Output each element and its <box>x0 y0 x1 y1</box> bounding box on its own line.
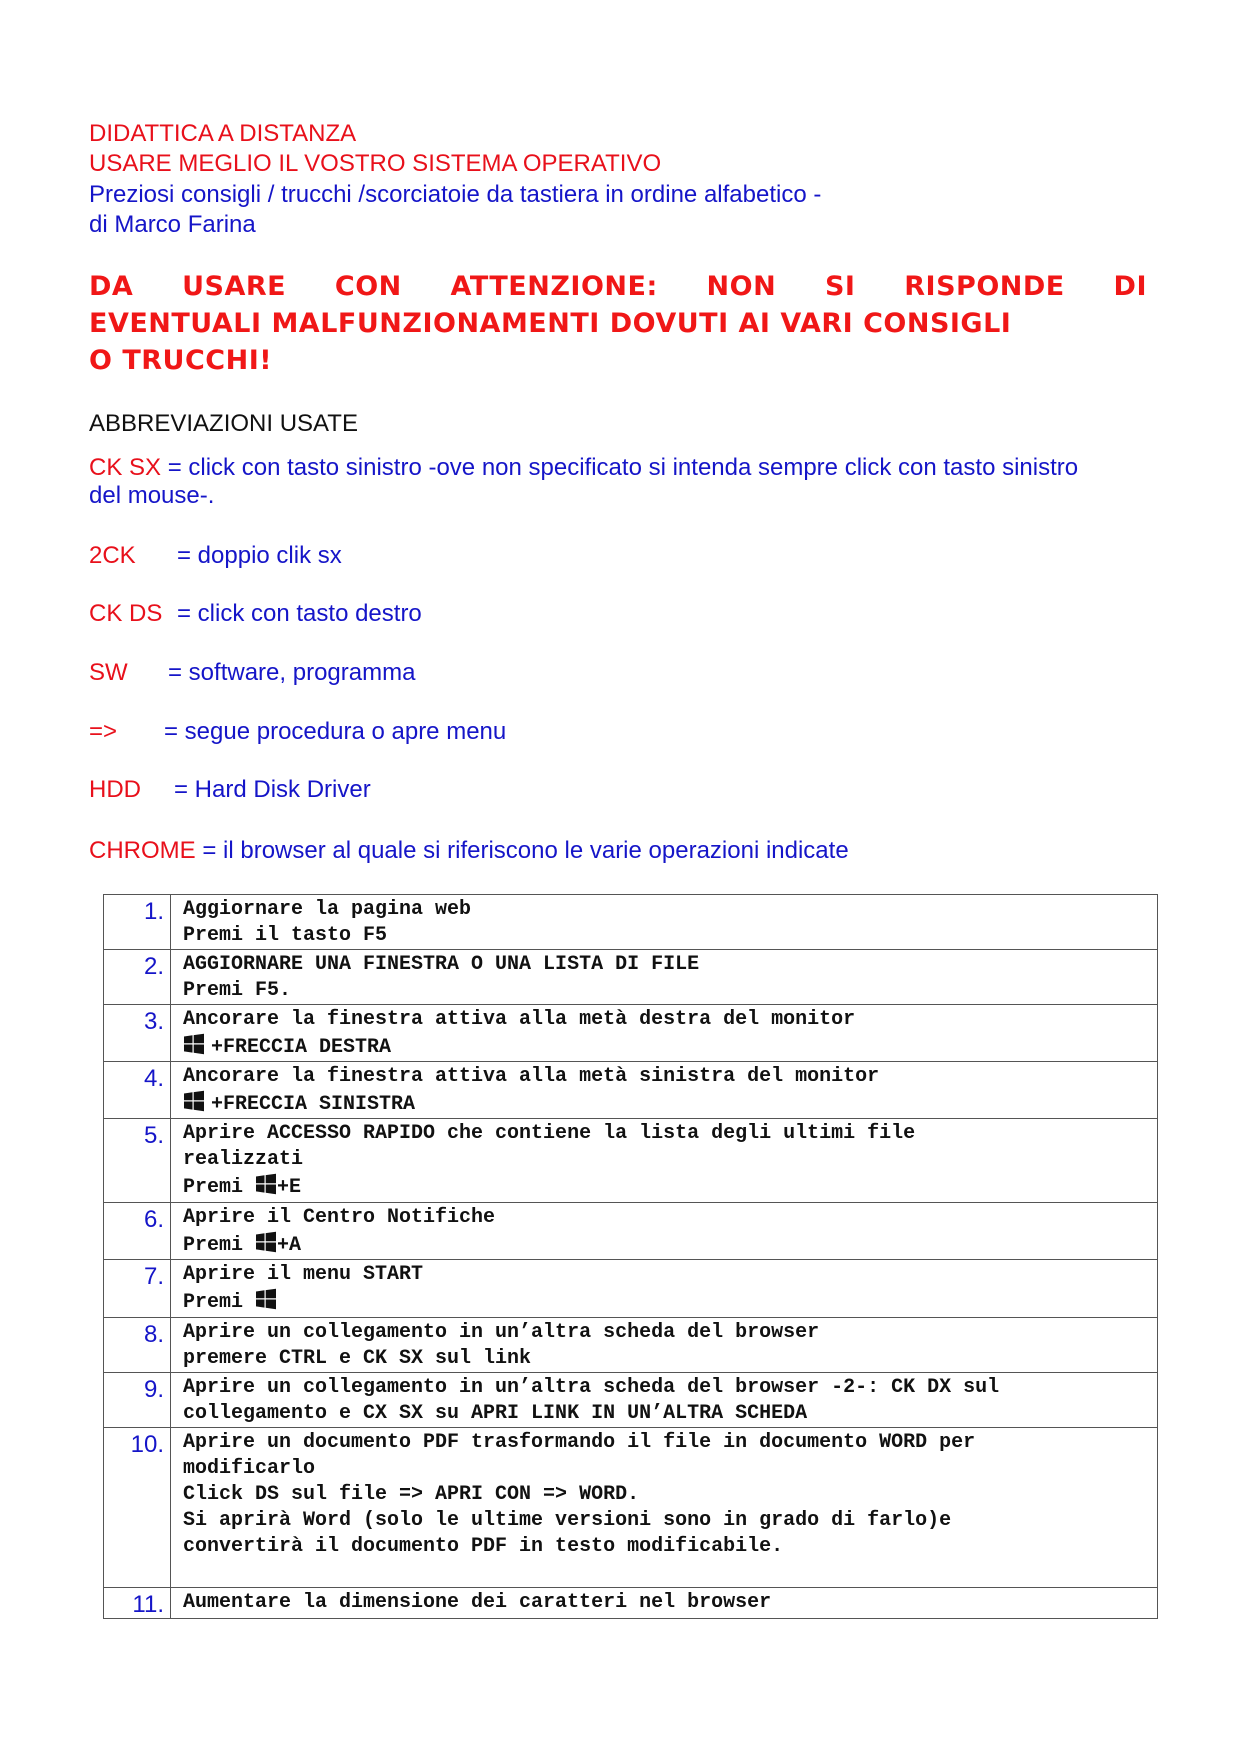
header-description: Preziosi consigli / trucchi /scorciatoie da tastiera in ordine alfabetico - <box>89 181 822 208</box>
table-row <box>104 1588 1158 1619</box>
row-number: 9. <box>104 1373 171 1428</box>
row-text: modificarlo <box>183 1457 316 1480</box>
row-number: 7. <box>104 1260 171 1318</box>
abbreviation-item <box>89 659 416 687</box>
row-content <box>171 1260 1158 1318</box>
row-content <box>171 950 1158 1005</box>
abbreviation-value: = il browser al quale si riferiscono le varie operazioni indicate <box>195 837 849 864</box>
warning-word: NON <box>706 271 777 302</box>
abbreviation-item <box>89 600 422 628</box>
abbreviation-item <box>89 542 342 570</box>
abbreviation-item <box>89 454 1078 482</box>
table-row <box>104 1260 1158 1318</box>
header-subtitle: USARE MEGLIO IL VOSTRO SISTEMA OPERATIVO <box>89 150 662 177</box>
header-author: di Marco Farina <box>89 211 256 238</box>
row-text: Premi <box>183 1176 256 1199</box>
warning-word: SI <box>824 271 856 302</box>
abbreviation-value: = click con tasto sinistro -ove non specificato si intenda sempre click con tasto sinistro <box>161 454 1079 481</box>
abbreviation-value: = segue procedura o apre menu <box>164 718 507 745</box>
warning-line-2: EVENTUALI MALFUNZIONAMENTI DOVUTI AI VARI CONSIGLI <box>89 308 1012 339</box>
row-text: premere CTRL e CK SX sul link <box>183 1347 532 1370</box>
abbreviation-item <box>89 776 371 804</box>
windows-key-icon <box>255 1173 277 1195</box>
row-text: +A <box>277 1234 302 1257</box>
row-text-with-icon <box>183 1033 1147 1061</box>
abbreviation-key: => <box>89 718 118 745</box>
row-number: 3. <box>104 1005 171 1062</box>
row-number: 2. <box>104 950 171 1005</box>
abbreviation-value: del mouse-. <box>89 482 215 509</box>
abbreviation-item <box>89 718 507 746</box>
table-row <box>104 1062 1158 1119</box>
row-text: convertirà il documento PDF in testo modificabile. <box>183 1535 784 1558</box>
row-text: Premi <box>183 1291 256 1314</box>
warning-word: CON <box>334 271 402 302</box>
warning-word: USARE <box>182 271 287 302</box>
row-text: Aprire un collegamento in un’altra scheda del browser <box>183 1321 820 1344</box>
row-text: Si aprirà Word (solo le ultime versioni sono in grado di farlo)e <box>183 1509 952 1532</box>
row-text: +FRECCIA DESTRA <box>211 1036 392 1059</box>
row-content <box>171 1005 1158 1062</box>
table-row <box>104 1428 1158 1588</box>
warning-word: ATTENZIONE: <box>450 271 658 302</box>
row-content <box>171 1318 1158 1373</box>
table-row <box>104 1318 1158 1373</box>
row-text: realizzati <box>183 1148 304 1171</box>
row-text: +E <box>277 1176 302 1199</box>
warning-line-3: O TRUCCHI! <box>89 345 273 376</box>
abbreviation-item-continued <box>89 482 214 510</box>
row-text: AGGIORNARE UNA FINESTRA O UNA LISTA DI FILE <box>183 953 700 976</box>
row-text-with-icon <box>183 1288 1147 1316</box>
row-text: Premi F5. <box>183 979 292 1002</box>
row-text: Aggiornare la pagina web <box>183 898 472 921</box>
tips-table <box>103 894 1158 1619</box>
abbreviation-key: CK SX <box>89 454 162 481</box>
abbreviation-item <box>89 837 849 865</box>
row-number: 4. <box>104 1062 171 1119</box>
table-row <box>104 1203 1158 1260</box>
row-text-with-icon <box>183 1231 1147 1259</box>
row-number: 10. <box>104 1428 171 1588</box>
abbreviation-value: = Hard Disk Driver <box>174 776 371 803</box>
warning-word: DI <box>1113 271 1147 302</box>
abbreviation-value: = click con tasto destro <box>177 600 422 627</box>
row-text: collegamento e CX SX su APRI LINK IN UN’ALTRA SCHEDA <box>183 1402 808 1425</box>
row-text: Aprire il Centro Notifiche <box>183 1206 496 1229</box>
table-row <box>104 1119 1158 1203</box>
row-text: Aprire un documento PDF trasformando il file in documento WORD per <box>183 1431 976 1454</box>
header-title: DIDATTICA A DISTANZA <box>89 120 357 147</box>
table-row <box>104 1005 1158 1062</box>
abbreviation-key: SW <box>89 659 128 686</box>
windows-key-icon <box>183 1033 205 1055</box>
row-content <box>171 1062 1158 1119</box>
abbreviation-key: HDD <box>89 776 141 803</box>
warning-notice <box>89 268 1147 379</box>
windows-key-icon <box>255 1231 277 1253</box>
abbreviation-value: = doppio clik sx <box>177 542 342 569</box>
abbreviation-key: CHROME <box>89 837 196 864</box>
row-text: Premi <box>183 1234 256 1257</box>
windows-key-icon <box>255 1288 277 1310</box>
row-content <box>171 1119 1158 1203</box>
row-content <box>171 1588 1158 1619</box>
abbreviations-title: ABBREVIAZIONI USATE <box>89 410 358 437</box>
warning-word: DA <box>89 271 134 302</box>
row-text: Aprire un collegamento in un’altra scheda del browser -2-: CK DX sul <box>183 1376 1000 1399</box>
row-text: Ancorare la finestra attiva alla metà sinistra del monitor <box>183 1065 880 1088</box>
row-text: Aumentare la dimensione dei caratteri nel browser <box>183 1591 772 1614</box>
row-text: Aprire il menu START <box>183 1263 424 1286</box>
table-row <box>104 950 1158 1005</box>
row-number: 8. <box>104 1318 171 1373</box>
row-content <box>171 1203 1158 1260</box>
row-text: Premi il tasto F5 <box>183 924 388 947</box>
row-number: 5. <box>104 1119 171 1203</box>
table-row <box>104 895 1158 950</box>
abbreviation-key: CK DS <box>89 600 163 627</box>
row-content <box>171 1373 1158 1428</box>
abbreviation-key: 2CK <box>89 542 136 569</box>
row-content <box>171 1428 1158 1588</box>
row-number: 1. <box>104 895 171 950</box>
row-number: 6. <box>104 1203 171 1260</box>
table-row <box>104 1373 1158 1428</box>
abbreviation-value: = software, programma <box>168 659 416 686</box>
row-text-with-icon <box>183 1173 1147 1201</box>
row-content <box>171 895 1158 950</box>
row-text: Aprire ACCESSO RAPIDO che contiene la lista degli ultimi file <box>183 1122 916 1145</box>
warning-line-1 <box>89 268 1147 305</box>
row-text: +FRECCIA SINISTRA <box>211 1093 416 1116</box>
warning-word: RISPONDE <box>904 271 1065 302</box>
windows-key-icon <box>183 1090 205 1112</box>
row-text-with-icon <box>183 1090 1147 1118</box>
row-text: Click DS sul file => APRI CON => WORD. <box>183 1483 640 1506</box>
row-number: 11. <box>104 1588 171 1619</box>
row-text: Ancorare la finestra attiva alla metà destra del monitor <box>183 1008 856 1031</box>
